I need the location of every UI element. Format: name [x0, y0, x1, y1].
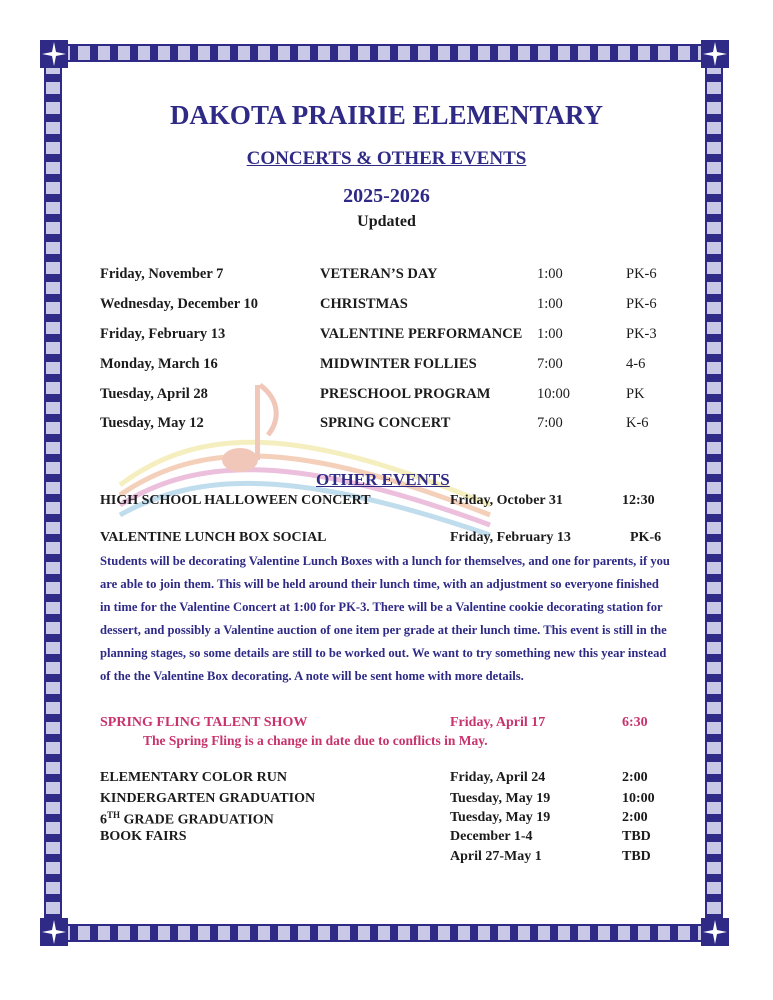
concert-row — [100, 356, 660, 378]
event-time: 10:00 — [622, 791, 655, 806]
concert-time: 1:00 — [537, 326, 563, 342]
concert-row — [100, 296, 660, 318]
event-row — [100, 715, 660, 735]
page-subtitle: CONCERTS & OTHER EVENTS — [246, 148, 527, 169]
concert-time: 1:00 — [537, 266, 563, 282]
concert-event: VALENTINE PERFORMANCE — [320, 326, 523, 342]
event-row — [100, 829, 660, 849]
concert-grades: PK-6 — [626, 266, 657, 282]
event-date: Tuesday, May 19 — [450, 810, 551, 825]
concert-row — [100, 386, 660, 408]
concert-grades: 4-6 — [626, 356, 646, 372]
concert-row — [100, 326, 660, 348]
event-date: Tuesday, May 19 — [450, 791, 551, 806]
event-name: ELEMENTARY COLOR RUN — [100, 770, 287, 785]
concert-event: PRESCHOOL PROGRAM — [320, 386, 491, 402]
concert-date: Monday, March 16 — [100, 356, 218, 372]
event-name-rest: GRADE GRADUATION — [120, 812, 274, 828]
event-date: Friday, April 24 — [450, 770, 546, 785]
event-grades: PK-6 — [630, 530, 662, 545]
concert-date: Friday, November 7 — [100, 266, 224, 282]
event-time: TBD — [622, 829, 651, 844]
concert-date: Wednesday, December 10 — [100, 296, 259, 312]
event-date: Friday, April 17 — [450, 715, 546, 730]
corner-ornament-icon — [701, 918, 729, 946]
event-name: BOOK FAIRS — [100, 829, 187, 844]
corner-ornament-icon — [701, 40, 729, 68]
event-name: SPRING FLING TALENT SHOW — [100, 715, 308, 730]
event-name-suffix: TH — [107, 810, 121, 820]
corner-ornament-icon — [40, 918, 68, 946]
corner-ornament-icon — [40, 40, 68, 68]
lunchbox-description: Students will be decorating Valentine Lunch Boxes with a lunch for themselves, and one for parents, if you are able to join them. This will be held around their lunch time, with an adjustment so everyone finished in time for the Valentine Concert at 1:00 for PK-3. There will be a Valentine cookie decorating station for dessert, and possibly a Valentine auction of one item per grade at their lunch time. This event is still in the planning stages, so some details are still to be worked out. We want to try something new this year instead of the the Valentine Box decorating. A note will be sent home with more details. — [100, 554, 670, 683]
concert-row — [100, 266, 660, 288]
event-row — [100, 493, 660, 513]
event-row — [100, 770, 660, 790]
event-row — [100, 530, 660, 550]
event-name: HIGH SCHOOL HALLOWEEN CONCERT — [100, 493, 371, 508]
event-date: December 1-4 — [450, 829, 533, 844]
event-time: 6:30 — [622, 715, 648, 730]
event-name: KINDERGARTEN GRADUATION — [100, 791, 316, 806]
concert-row — [100, 415, 660, 437]
concert-time: 7:00 — [537, 415, 563, 431]
event-row — [100, 849, 660, 869]
concert-date: Friday, February 13 — [100, 326, 226, 342]
event-date: Friday, February 13 — [450, 530, 571, 545]
concert-date: Tuesday, April 28 — [100, 386, 208, 402]
school-year: 2025-2026 — [343, 185, 430, 207]
event-date: April 27-May 1 — [450, 849, 542, 864]
event-time: 12:30 — [622, 493, 655, 508]
other-events-heading: OTHER EVENTS — [316, 470, 450, 489]
event-row — [100, 810, 660, 830]
event-time: 2:00 — [622, 810, 648, 825]
concert-event: SPRING CONCERT — [320, 415, 451, 431]
concert-time: 10:00 — [537, 386, 571, 402]
event-name-number: 6 — [100, 812, 107, 828]
event-time: TBD — [622, 849, 651, 864]
school-title: DAKOTA PRAIRIE ELEMENTARY — [169, 100, 604, 130]
talent-show-note: The Spring Fling is a change in date due to conflicts in May. — [143, 733, 488, 748]
concert-event: CHRISTMAS — [320, 296, 408, 312]
concert-grades: K-6 — [626, 415, 649, 431]
updated-label: Updated — [357, 213, 416, 230]
concert-date: Tuesday, May 12 — [100, 415, 204, 431]
event-name: VALENTINE LUNCH BOX SOCIAL — [100, 530, 327, 545]
concert-event: VETERAN’S DAY — [320, 266, 438, 282]
concert-time: 1:00 — [537, 296, 563, 312]
concert-grades: PK — [626, 386, 645, 402]
event-time: 2:00 — [622, 770, 648, 785]
concert-grades: PK-6 — [626, 296, 657, 312]
event-date: Friday, October 31 — [450, 493, 563, 508]
event-row — [100, 791, 660, 811]
border-bottom — [54, 924, 719, 942]
concert-grades: PK-3 — [626, 326, 657, 342]
concert-time: 7:00 — [537, 356, 563, 372]
concert-event: MIDWINTER FOLLIES — [320, 356, 477, 372]
event-name — [100, 810, 274, 829]
border-top — [54, 44, 719, 62]
